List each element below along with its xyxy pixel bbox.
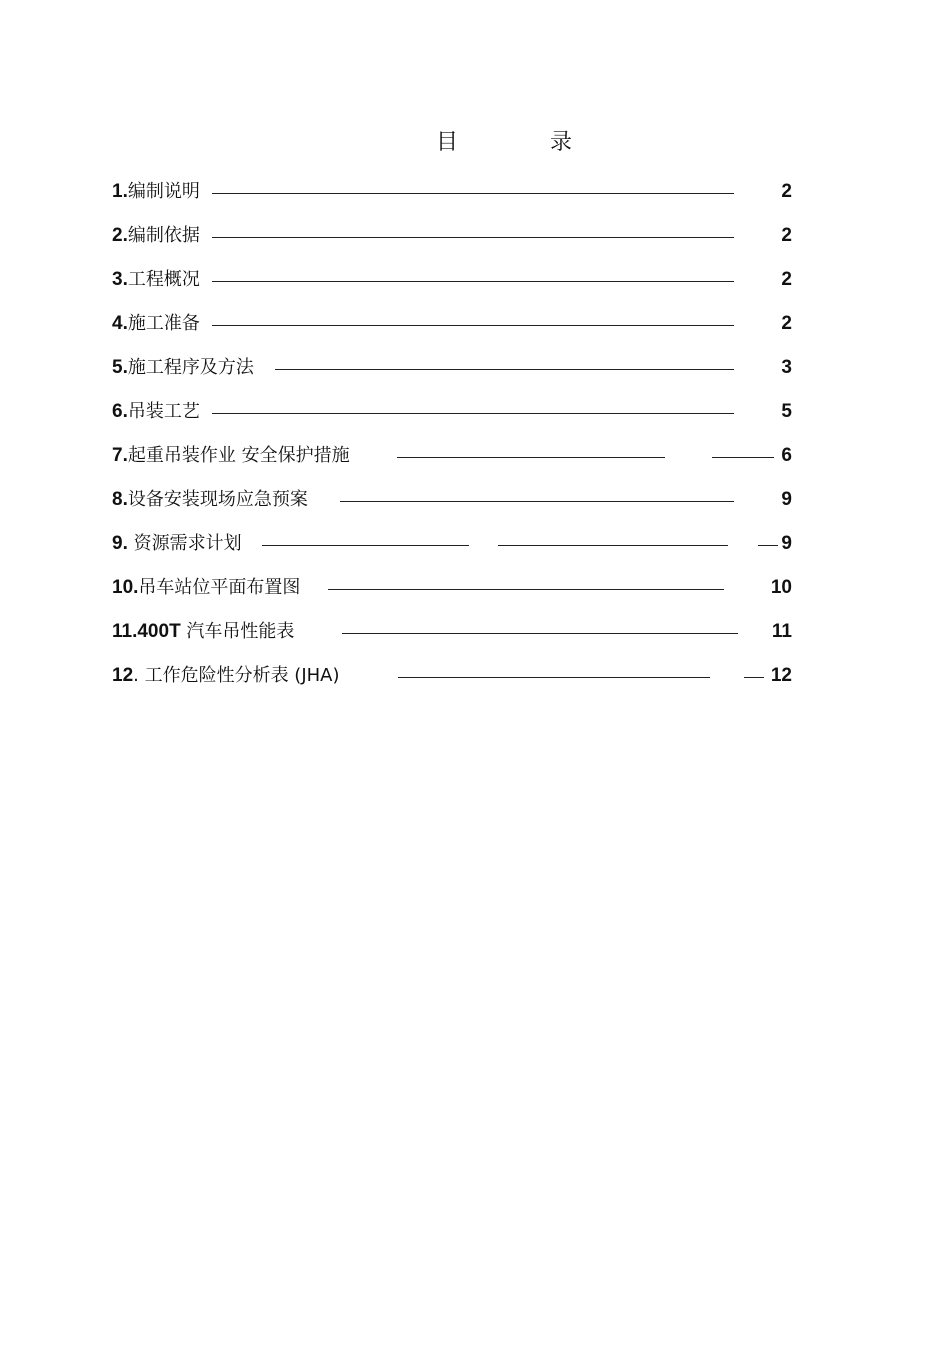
toc-entry-2[interactable]	[112, 222, 792, 250]
toc-entry-3[interactable]	[112, 266, 792, 294]
toc-page-number: 10	[770, 577, 792, 598]
toc-page-number: 2	[781, 225, 792, 246]
toc-entry-label: 4.施工准备	[112, 313, 200, 334]
toc-leader-line	[758, 545, 778, 546]
toc-title	[0, 128, 950, 160]
toc-leader-line	[212, 281, 734, 282]
toc-page-number: 11	[771, 621, 792, 642]
toc-entry-1[interactable]	[112, 178, 792, 206]
toc-entry-11[interactable]	[112, 618, 792, 646]
toc-entry-label: 10.吊车站位平面布置图	[112, 577, 301, 598]
toc-entry-7[interactable]	[112, 442, 792, 470]
toc-page-number: 12	[770, 665, 792, 686]
toc-page-number: 5	[781, 401, 792, 422]
toc-page-number: 9	[781, 489, 792, 510]
toc-entry-9[interactable]	[112, 530, 792, 558]
toc-page-number: 6	[781, 445, 792, 466]
toc-entry-6[interactable]	[112, 398, 792, 426]
toc-leader-line	[498, 545, 728, 546]
toc-page-number: 9	[781, 533, 792, 554]
toc-entry-12[interactable]	[112, 662, 792, 690]
toc-entry-label: 12. 工作危险性分析表 (JHA)	[112, 665, 340, 686]
toc-title-char-1: 目	[436, 130, 459, 155]
toc-entry-label: 3.工程概况	[112, 269, 200, 290]
toc-entry-5[interactable]	[112, 354, 792, 382]
toc-entry-10[interactable]	[112, 574, 792, 602]
toc-leader-line	[712, 457, 774, 458]
toc-entry-label: 5.施工程序及方法	[112, 357, 254, 378]
toc-page-number: 3	[781, 357, 792, 378]
toc-entry-label: 1.编制说明	[112, 181, 200, 202]
toc-entry-label: 2.编制依据	[112, 225, 200, 246]
toc-leader-line	[212, 193, 734, 194]
toc-leader-line	[744, 677, 764, 678]
toc-leader-line	[212, 413, 734, 414]
toc-leader-line	[262, 545, 469, 546]
toc-entry-label: 9. 资源需求计划	[112, 533, 242, 554]
toc-entry-label: 7.起重吊装作业 安全保护措施	[112, 445, 350, 466]
toc-entry-8[interactable]	[112, 486, 792, 514]
toc-title-char-2: 录	[550, 130, 573, 155]
toc-leader-line	[342, 633, 738, 634]
toc-page-number: 2	[781, 181, 792, 202]
toc-entry-label: 6.吊装工艺	[112, 401, 200, 422]
toc-entry-4[interactable]	[112, 310, 792, 338]
toc-leader-line	[397, 457, 665, 458]
toc-leader-line	[328, 589, 724, 590]
toc-page-number: 2	[781, 313, 792, 334]
toc-entry-label: 11.400T 汽车吊性能表	[112, 621, 295, 642]
toc-leader-line	[398, 677, 710, 678]
toc-leader-line	[275, 369, 734, 370]
toc-leader-line	[340, 501, 734, 502]
toc-page-number: 2	[781, 269, 792, 290]
toc-leader-line	[212, 325, 734, 326]
toc-entry-label: 8.设备安装现场应急预案	[112, 489, 308, 510]
toc-leader-line	[212, 237, 734, 238]
